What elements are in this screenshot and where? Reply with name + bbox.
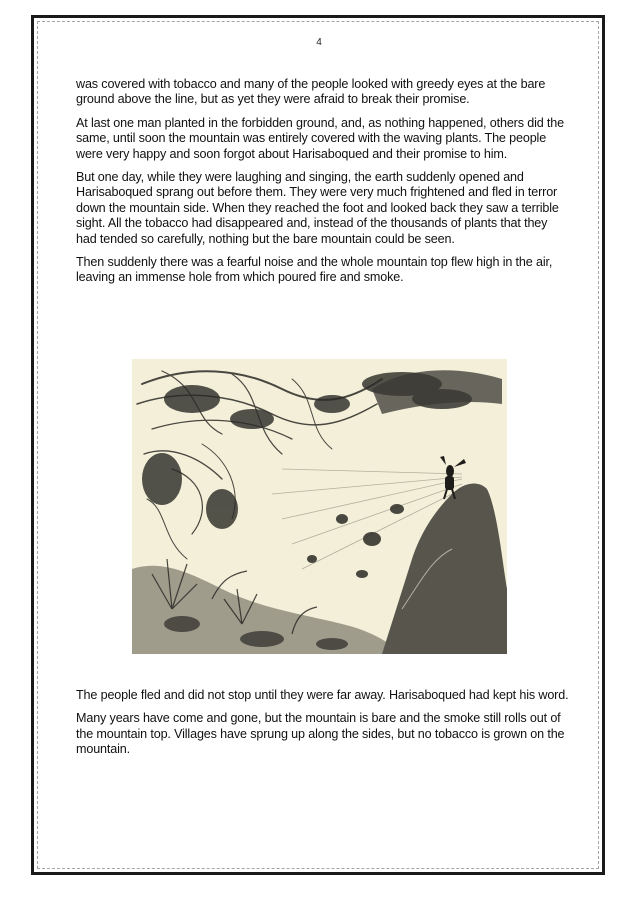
paragraph: But one day, while they were laughing and singing, the earth suddenly opened and Harisaboqued sprang out before them. They were very much frightened and fled in terror down the mountain side. When they reached the foot and looked back they saw a terrible sight. All the tobacco had disappeared and, instead of the thousands of plants that they had tended so carefully, nothing but the bare mountain could be seen. bbox=[76, 170, 559, 246]
page-number: 4 bbox=[316, 37, 322, 48]
paragraph: At last one man planted in the forbidden ground, and, as nothing happened, others did the same, until soon the mountain was entirely covered with the waving plants. The people were very happy and soon forgot about Harisaboqued and their promise to him. bbox=[76, 115, 564, 161]
paragraph: was covered with tobacco and many of the people looked with greedy eyes at the bare ground above the line, but as yet they were afraid to break their promise. bbox=[76, 77, 546, 107]
mountain-eruption-illustration bbox=[132, 359, 507, 654]
paragraph: Many years have come and gone, but the mountain is bare and the smoke still rolls out of the mountain top. Villages have sprung up along the sides, but no tobacco is grown on the mountain. bbox=[76, 711, 565, 757]
paragraph: The people fled and did not stop until they were far away. Harisaboqued had kept his word. bbox=[76, 688, 569, 702]
paragraph: Then suddenly there was a fearful noise and the whole mountain top flew high in the air, leaving an immense hole from which poured fire and smoke. bbox=[76, 255, 553, 285]
story-text-top bbox=[76, 77, 570, 294]
story-text-bottom bbox=[76, 688, 570, 766]
